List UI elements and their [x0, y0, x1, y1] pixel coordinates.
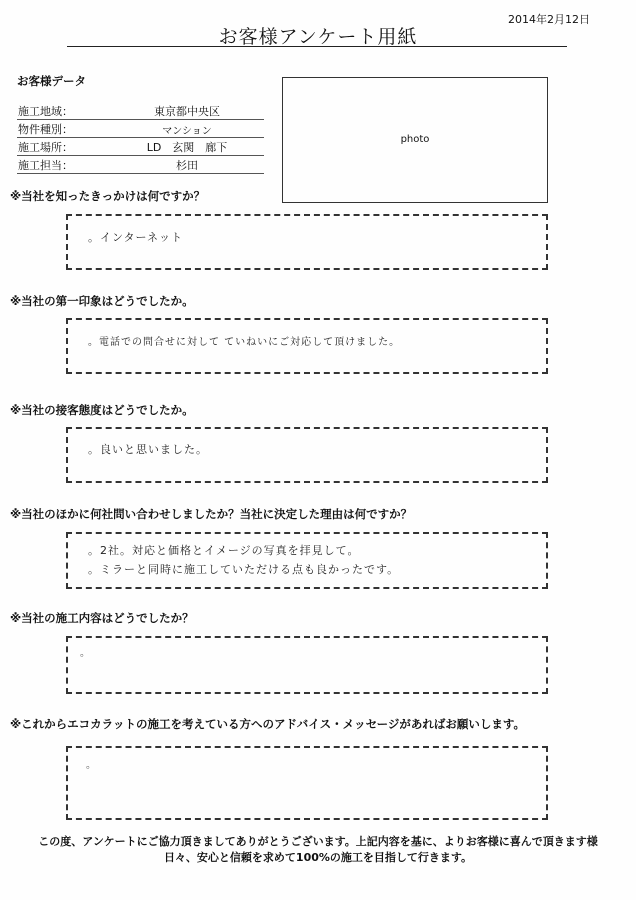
row-value: 東京都中央区 — [154, 105, 220, 118]
answer-box-5 — [66, 636, 548, 694]
row-value: マンション — [162, 126, 212, 137]
row-construction-area — [17, 102, 264, 120]
question-6: ※これからエコカラットの施工を考えている方へのアドバイス・メッセージがあればお願いします。 — [10, 717, 525, 731]
answer-box-6 — [66, 746, 548, 820]
photo-label: photo — [400, 134, 430, 145]
question-5: ※当社の施工内容はどうでしたか？ — [10, 611, 194, 625]
survey-date: 2014年2月12日 — [508, 13, 590, 26]
question-4: ※当社のほかに何社問い合わせしましたか？当社に決定した理由は何ですか？ — [10, 507, 413, 521]
answer-2-text: 。電話での問合せに対して ていねいにご対応して頂けました。 — [88, 337, 401, 348]
footer-line-1: この度、アンケートにご協力頂きましてありがとうございます。上記内容を基に、よりお客様に喜んで頂きます様 — [38, 835, 598, 848]
answer-box-2 — [66, 318, 548, 374]
customer-data-heading: お客様データ — [17, 74, 86, 88]
page-title: お客様アンケート用紙 — [218, 26, 418, 48]
row-label: 施工担当： — [18, 159, 73, 172]
answer-box-3 — [66, 427, 548, 483]
title-underline — [67, 46, 567, 47]
row-value: 杉田 — [176, 159, 198, 172]
question-1: ※当社を知ったきっかけは何ですか？ — [10, 189, 206, 203]
answer-box-1 — [66, 214, 548, 270]
answer-4-line-1: 。2社。対応と価格とイメージの写真を拝見して。 — [88, 544, 360, 557]
answer-4-line-2: 。ミラーと同時に施工していただける点も良かったです。 — [88, 563, 400, 576]
answer-6-text: 。 — [86, 760, 97, 771]
footer-line-2: 日々、安心と信頼を求めて100%の施工を目指して行きます。 — [163, 851, 473, 864]
answer-5-text: 。 — [80, 648, 91, 659]
row-value: LD 玄関 廊下 — [146, 141, 228, 154]
question-2: ※当社の第一印象はどうでしたか。 — [10, 294, 194, 308]
answer-3-text: 。良いと思いました。 — [88, 443, 208, 456]
row-label: 施工場所： — [18, 141, 73, 154]
answer-1-text: 。インターネット — [88, 231, 184, 244]
photo-placeholder — [282, 77, 548, 203]
question-3: ※当社の接客態度はどうでしたか。 — [10, 403, 194, 417]
row-label: 物件種別： — [18, 123, 73, 136]
row-property-type — [17, 120, 264, 138]
row-label: 施工地域： — [18, 105, 73, 118]
answer-box-4 — [66, 532, 548, 589]
row-construction-place — [17, 138, 264, 156]
row-person-in-charge — [17, 156, 264, 174]
